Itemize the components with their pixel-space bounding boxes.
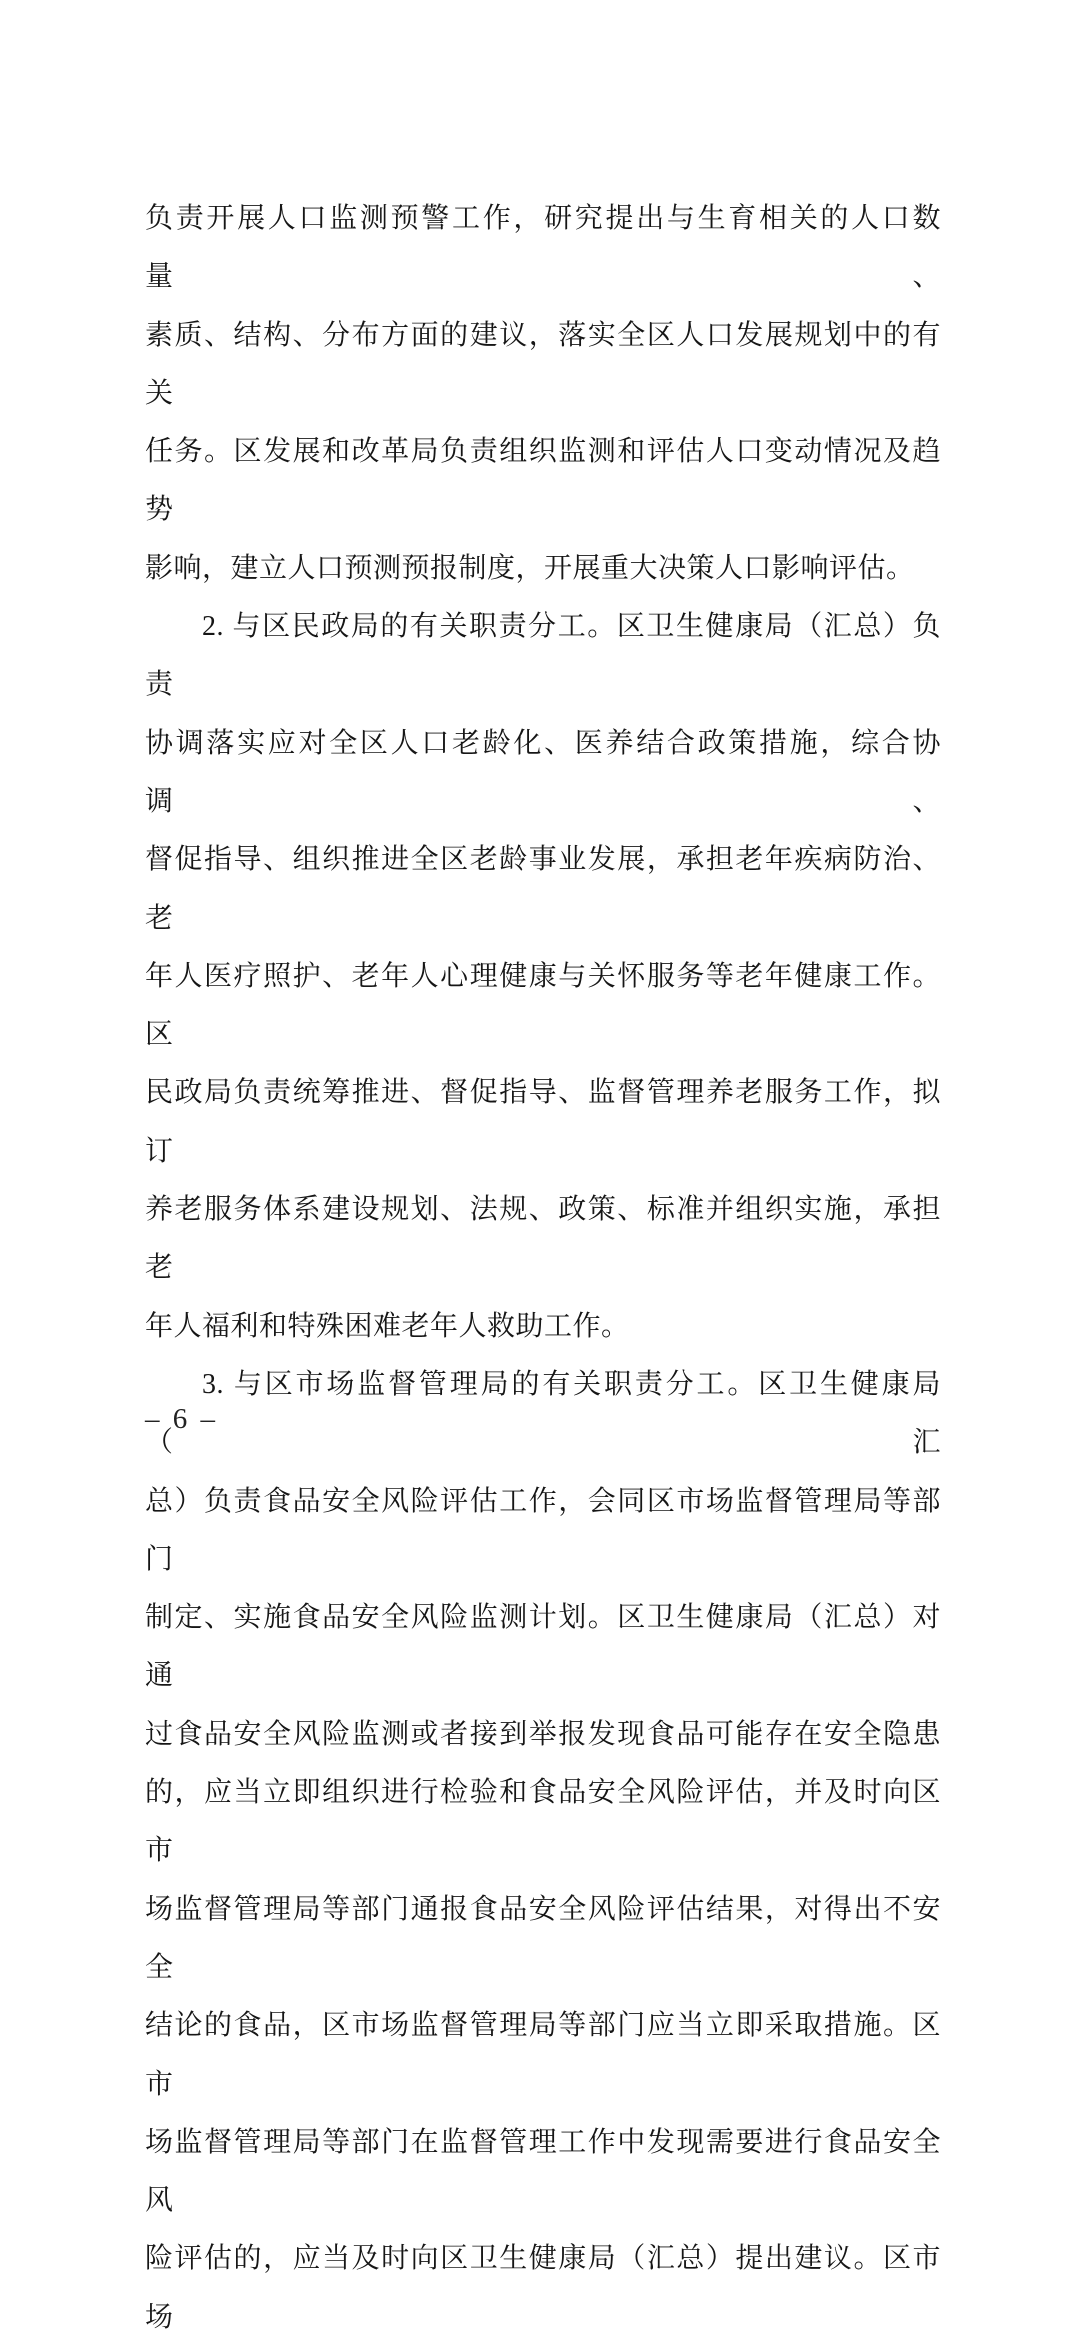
- text-line: 协调落实应对全区人口老龄化、医养结合政策措施，综合协调、: [145, 727, 941, 817]
- text-line: 的，应当立即组织进行检验和食品安全风险评估，并及时向区市: [145, 1777, 941, 1867]
- text-line: 总）负责食品安全风险评估工作，会同区市场监督管理局等部门: [145, 1485, 941, 1575]
- text-line: 年人医疗照护、老年人心理健康与关怀服务等老年健康工作。区: [145, 960, 941, 1051]
- text-line: 过食品安全风险监测或者接到举报发现食品可能存在安全隐患: [145, 1718, 941, 1750]
- text-line: 负责开展人口监测预警工作，研究提出与生育相关的人口数量、: [145, 203, 941, 293]
- text-line: 3. 与区市场监督管理局的有关职责分工。区卫生健康局（汇: [145, 1368, 941, 1459]
- paragraph: [145, 1356, 941, 2347]
- text-line: 年人福利和特殊困难老年人救助工作。: [145, 1310, 630, 1342]
- paragraph: [145, 598, 941, 1356]
- text-line: 督促指导、组织推进全区老龄事业发展，承担老年疾病防治、老: [145, 844, 941, 934]
- text-line: 场监督管理局等部门在监督管理工作中发现需要进行食品安全风: [145, 2126, 941, 2217]
- text-line: 制定、实施食品安全风险监测计划。区卫生健康局（汇总）对通: [145, 1602, 941, 1692]
- text-line: 任务。区发展和改革局负责组织监测和评估人口变动情况及趋势: [145, 436, 941, 526]
- text-line: 养老服务体系建设规划、法规、政策、标准并组织实施，承担老: [145, 1194, 941, 1284]
- text-line: 影响，建立人口预测预报制度，开展重大决策人口影响评估。: [145, 552, 915, 584]
- document-body: [145, 190, 941, 2347]
- text-line: 素质、结构、分布方面的建议，落实全区人口发展规划中的有关: [145, 319, 941, 409]
- paragraph: [145, 190, 941, 598]
- text-line: 结论的食品，区市场监督管理局等部门应当立即采取措施。区市: [145, 2010, 941, 2100]
- text-line: 民政局负责统筹推进、督促指导、监督管理养老服务工作，拟订: [145, 1077, 941, 1167]
- text-line: 场监督管理局等部门通报食品安全风险评估结果，对得出不安全: [145, 1893, 941, 1983]
- text-line: 险评估的，应当及时向区卫生健康局（汇总）提出建议。区市场: [145, 2243, 941, 2333]
- text-line: 2. 与区民政局的有关职责分工。区卫生健康局（汇总）负责: [145, 611, 941, 701]
- page-number: – 6 –: [145, 1403, 218, 1435]
